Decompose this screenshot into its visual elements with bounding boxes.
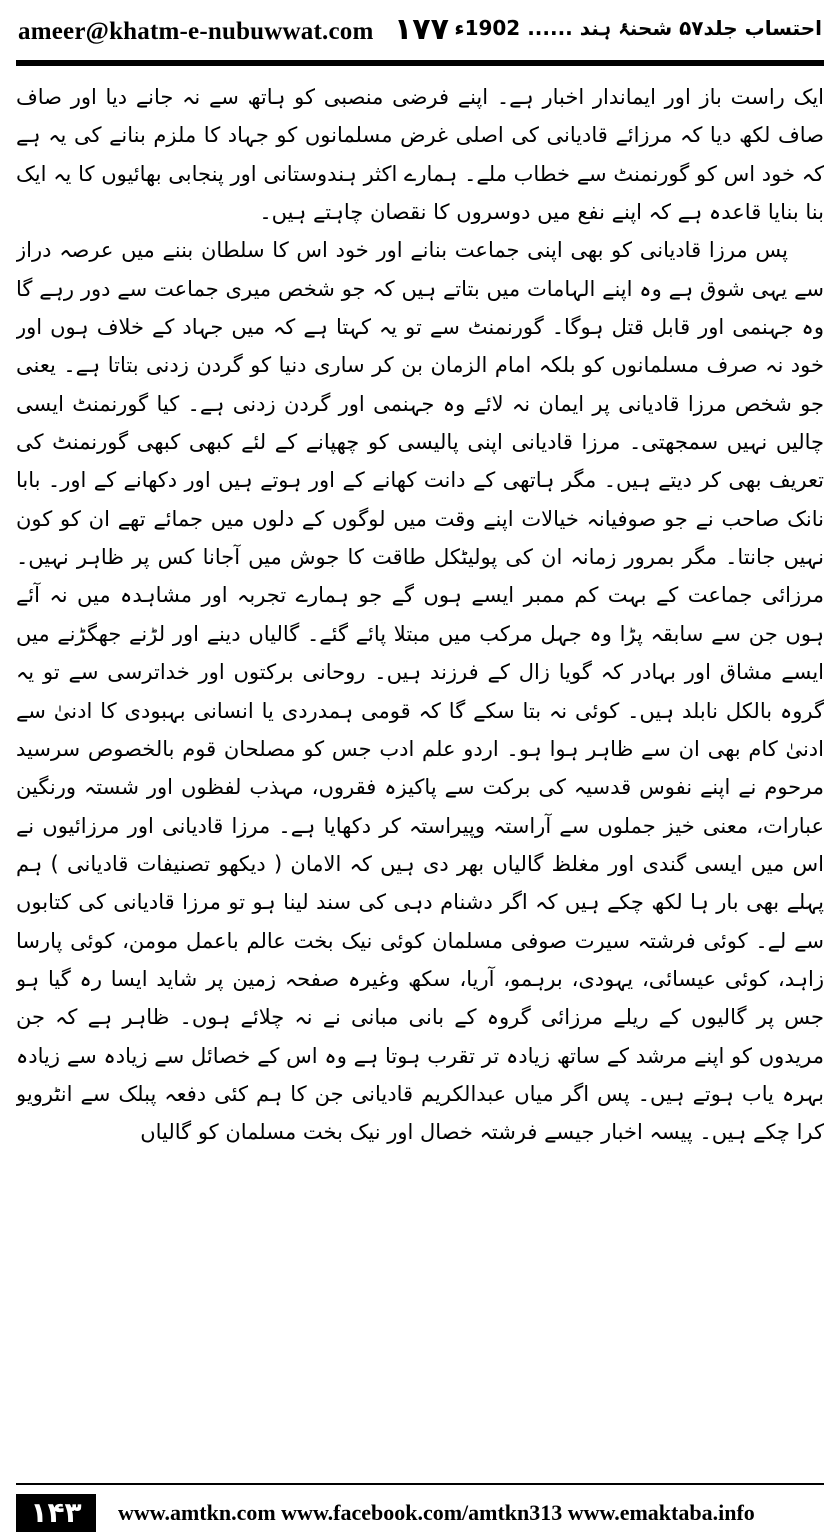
header-running-title: احتساب جلد۵۷ شحنۂ ہند ...... 1902ء [454, 16, 822, 40]
header-page-number: ۱۷۷ [394, 12, 449, 47]
header-rule [16, 60, 824, 66]
footer-links: www.amtkn.com www.facebook.com/amtkn313 www.emaktaba.info [118, 1500, 755, 1525]
paragraph-2: پس مرزا قادیانی کو بھی اپنی جماعت بنانے اور خود اس کا سلطان بننے میں عرصہ دراز سے یہی شوق ہے وہ اپنے الہامات میں بتاتے ہیں کہ جو شخص میری جماعت سے دور رہے گا وہ جہنمی اور قابل قتل ہوگا۔ گورنمنٹ سے تو یہ کہتا ہے کہ میں جہاد کے خلاف ہوں اور خود نہ صرف مسلمانوں کو بلکہ امام الزمان بن کر ساری دنیا کو گردن زدنی بتاتا ہے۔ یعنی جو شخص مرزا قادیانی پر ایمان نہ لائے وہ جہنمی اور گردن زدنی ہے۔ کیا گورنمنٹ ایسی چالیں نہیں سمجھتی۔ مرزا قادیانی اپنی پالیسی کو چھپانے کے لئے کبھی کبھی گورنمنٹ کی تعریف بھی کر دیتے ہیں۔ مگر ہاتھی کے دانت کھانے کے اور ہوتے ہیں اور دکھانے کے اور۔ بابا نانک صاحب نے جو صوفیانہ خیالات اپنے وقت میں لوگوں کے دلوں میں جمائے تھے ان کو کون نہیں جانتا۔ مگر بمرور زمانہ ان کی پولیٹکل طاقت کا جوش میں آجانا کس پر ظاہر نہیں۔ مرزائی جماعت کے بہت کم ممبر ایسے ہوں گے جو ہمارے تجربہ اور مشاہدہ میں نہ آئے ہوں جن سے سابقہ پڑا وہ جہل مرکب میں مبتلا پائے گئے۔ گالیاں دینے اور لڑنے جھگڑنے میں ایسے مشاق اور بہادر کہ گویا زال کے فرزند ہیں۔ روحانی برکتوں اور خداترسی سے تو یہ گروہ بالکل نابلد ہیں۔ کوئی نہ بتا سکے گا کہ قومی ہمدردی یا انسانی بہبودی کا ادنیٰ سے ادنیٰ کام بھی ان سے ظاہر ہوا ہو۔ اردو علم ادب جس کو مصلحان قوم بالخصوص سرسید مرحوم نے اپنے نفوس قدسیہ کی برکت سے پاکیزہ فقروں، مہذب لفظوں اور شستہ ورنگین عبارات، معنی خیز جملوں سے آراستہ وپیراستہ کر دکھایا ہے۔ مرزا قادیانی اور مرزائیوں نے اس میں ایسی گندی اور مغلظ گالیاں بھر دی ہیں کہ الامان ( دیکھو تصنیفات قادیانی ) ہم پہلے بھی بار ہا لکھ چکے ہیں کہ اگر دشنام دہی کی سند لینا ہو تو مرزا قادیانی کی کتابوں سے لے۔ کوئی فرشتہ سیرت صوفی مسلمان کوئی نیک بخت عالم باعمل مومن، کوئی پارسا زاہد، کوئی عیسائی، یہودی، برہمو، آریا، سکھ وغیرہ صفحہ زمین پر شاید ایسا رہ گیا ہو جس پر گالیوں کے ریلے مرزائی گروہ کے بانی مبانی نے نہ چلائے ہوں۔ ظاہر ہے کہ جن مریدوں کو اپنے مرشد کے ساتھ زیادہ تر تقرب ہوتا ہے وہ اس کے خصائل سے زیادہ سے زیادہ بہرہ یاب ہوتے ہیں۔ پس اگر میاں عبدالکریم قادیانی جن کا ہم کئی دفعہ پبلک سے انٹرویو کرا چکے ہیں۔ پیسہ اخبار جیسے فرشتہ خصال اور نیک بخت مسلمان کو گالیاں [16, 238, 824, 1145]
body-text [16, 78, 824, 1438]
footer-rule [16, 1483, 824, 1485]
footer-page-number: ۱۴۳ [16, 1494, 96, 1532]
paragraph-1: ایک راست باز اور ایماندار اخبار ہے۔ اپنے فرضی منصبی کو ہاتھ سے نہ جانے دیا اور صاف صاف لکھ دیا کہ مرزائے قادیانی کی اصلی غرض مسلمانوں کو جہاد کا ملزم بنانے کی یہ ہے کہ خود اس کو گورنمنٹ سے خطاب ملے۔ ہمارے اکثر ہندوستانی اور پنجابی بھائیوں کا یہ ایک بنا بنایا قاعدہ ہے کہ اپنے نفع میں دوسروں کا نقصان چاہتے ہیں۔ [16, 85, 824, 225]
header-email: ameer@khatm-e-nubuwwat.com [18, 18, 374, 45]
page-header [18, 10, 822, 54]
